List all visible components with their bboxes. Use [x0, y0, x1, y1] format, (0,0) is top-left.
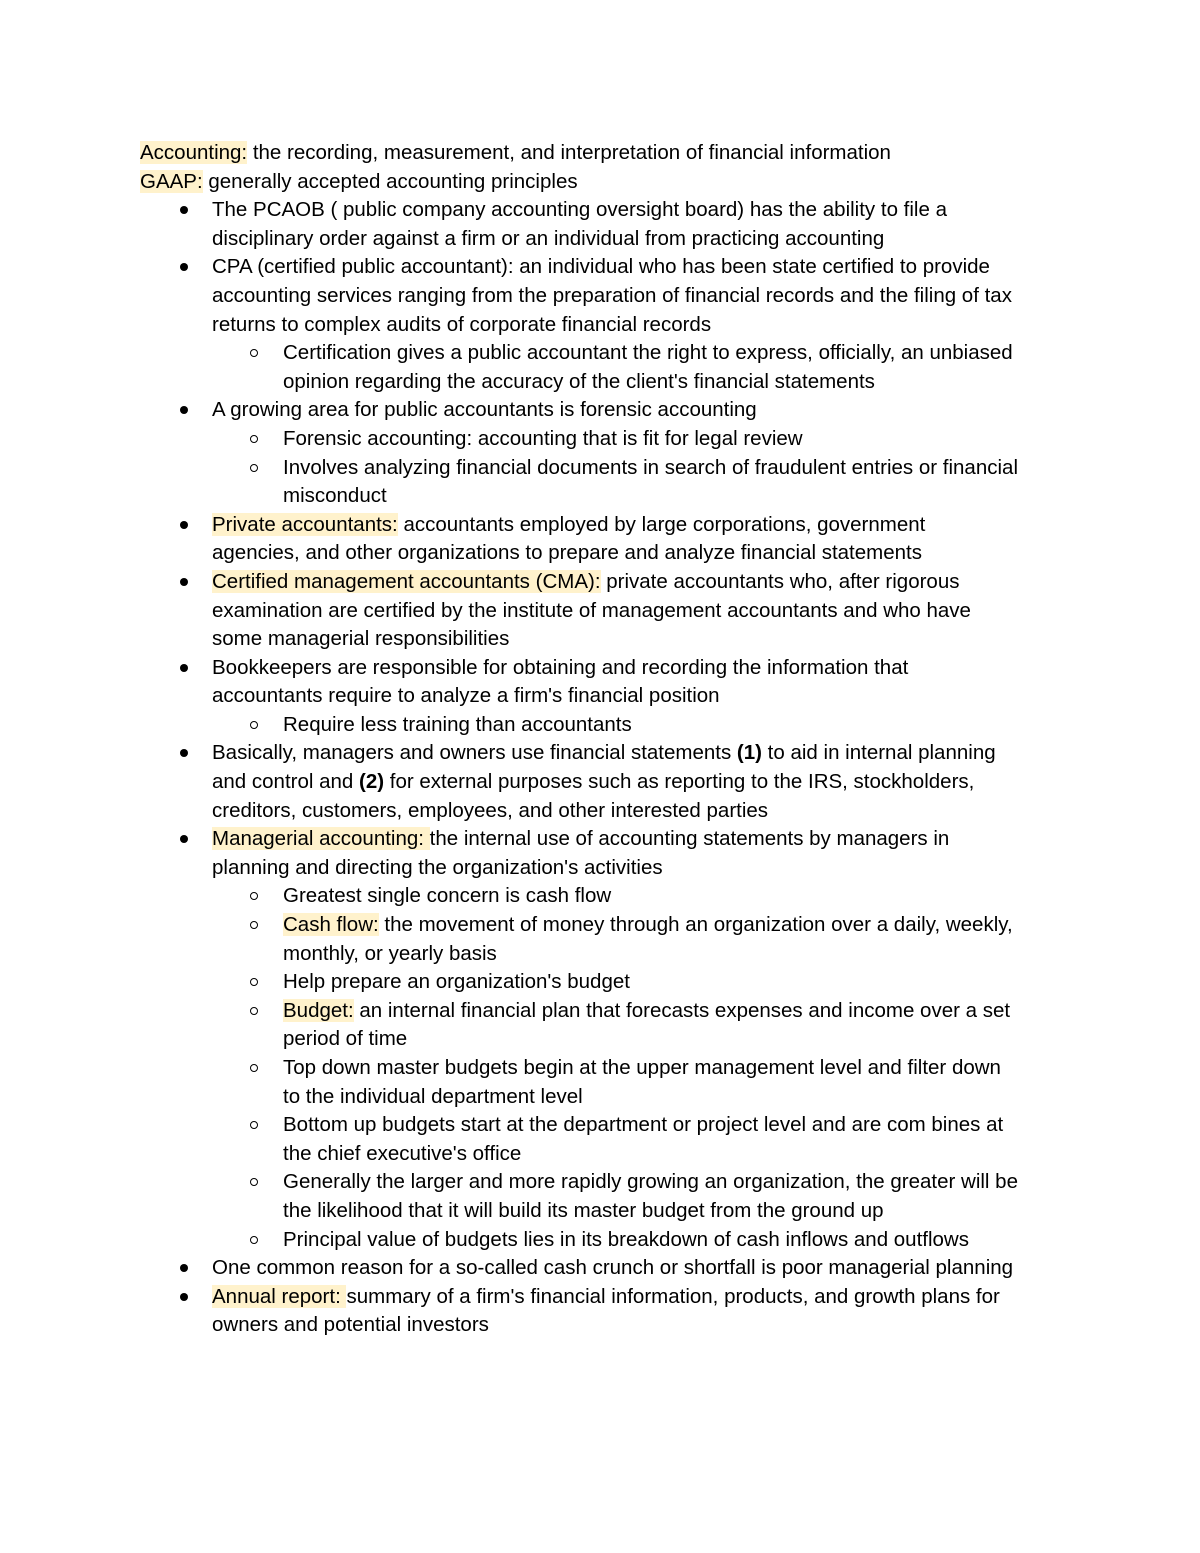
text-run: period of time [283, 1027, 408, 1051]
list-item-text [283, 997, 1070, 1054]
text-run: accountants require to analyze a firm's financial position [212, 684, 720, 708]
term-highlight: Private accountants: [212, 512, 398, 536]
circle-bullet-icon [250, 978, 258, 986]
list-item-text [212, 196, 1070, 253]
text-run: Forensic accounting: accounting that is fit for legal review [283, 426, 803, 450]
bullet-icon [180, 263, 188, 271]
text-run: monthly, or yearly basis [283, 941, 497, 965]
list-item [140, 396, 1070, 425]
circle-bullet-icon [250, 921, 258, 929]
circle-bullet-icon [250, 721, 258, 729]
sub-list-item [140, 1111, 1070, 1168]
list-item-text [212, 825, 1070, 882]
text-run: One common reason for a so-called cash crunch or shortfall is poor managerial planning [212, 1256, 1014, 1280]
text-run: CPA (certified public accountant): an individual who has been state certified to provide [212, 255, 990, 279]
text-run: The PCAOB ( public company accounting oversight board) has the ability to file a [212, 198, 947, 222]
list-item-text [212, 1254, 1070, 1283]
text-run: owners and potential investors [212, 1313, 489, 1337]
list-item-text [212, 739, 1070, 825]
list-item [140, 654, 1070, 711]
term-highlight: Managerial accounting: [212, 827, 430, 851]
sub-list-item [140, 882, 1070, 911]
definition-text: generally accepted accounting principles [202, 169, 578, 193]
text-run: disciplinary order against a firm or an individual from practicing accounting [212, 226, 885, 250]
text-run: the internal use of accounting statements by managers in [429, 827, 950, 851]
text-run: Basically, managers and owners use financial statements [212, 741, 737, 765]
text-run: the likelihood that it will build its master budget from the ground up [283, 1198, 884, 1222]
bullet-icon [180, 664, 188, 672]
circle-bullet-icon [250, 1121, 258, 1129]
circle-bullet-icon [250, 435, 258, 443]
circle-bullet-icon [250, 1236, 258, 1244]
list-item-text [283, 882, 1070, 911]
text-run: Involves analyzing financial documents in search of fraudulent entries or financial [283, 455, 1018, 479]
text-run: the chief executive's office [283, 1141, 522, 1165]
list-item-text [283, 1111, 1070, 1168]
text-run: Principal value of budgets lies in its breakdown of cash inflows and outflows [283, 1227, 969, 1251]
list-item-text [283, 454, 1070, 511]
definition-line-accounting [140, 139, 1070, 168]
text-run: accounting services ranging from the preparation of financial records and the filing of tax [212, 283, 1012, 307]
list-item-text [283, 339, 1070, 396]
text-run: Bottom up budgets start at the department or project level and are com bines at [283, 1113, 1004, 1137]
text-run: returns to complex audits of corporate financial records [212, 312, 712, 336]
list-item-text [212, 253, 1070, 339]
term-highlight: Annual report: [212, 1284, 347, 1308]
circle-bullet-icon [250, 1007, 258, 1015]
text-run: examination are certified by the institute of management accountants and who have [212, 598, 971, 622]
list-item-text [212, 568, 1070, 654]
text-run: Top down master budgets begin at the upper management level and filter down [283, 1056, 1001, 1079]
list-item-text [212, 511, 1070, 568]
text-run: Require less training than accountants [283, 712, 632, 736]
sub-list-item [140, 968, 1070, 997]
term-highlight: GAAP: [140, 169, 203, 193]
circle-bullet-icon [250, 349, 258, 357]
text-run: creditors, customers, employees, and other interested parties [212, 798, 769, 822]
list-item-text [283, 1054, 1070, 1111]
list-item [140, 196, 1070, 253]
bold-marker: (1) [736, 741, 762, 765]
list-item-text [283, 711, 1070, 740]
sub-list-item [140, 911, 1070, 968]
sub-list-item [140, 425, 1070, 454]
list-item-text [283, 425, 1070, 454]
list-item [140, 1283, 1070, 1340]
text-run: some managerial responsibilities [212, 627, 510, 651]
text-run: and control and [212, 770, 360, 794]
list-item [140, 511, 1070, 568]
notes-list [140, 196, 1070, 1340]
term-highlight: Certified management accountants (CMA): [212, 569, 601, 593]
text-run: misconduct [283, 484, 387, 508]
bullet-icon [180, 578, 188, 586]
document-page [140, 139, 1070, 1340]
list-item-text [212, 1283, 1070, 1340]
text-run: the movement of money through an organization over a daily, weekly, [378, 913, 1013, 937]
bold-marker: (2) [359, 770, 385, 794]
sub-list-item [140, 997, 1070, 1054]
bullet-icon [180, 1293, 188, 1301]
text-run: opinion regarding the accuracy of the client's financial statements [283, 369, 875, 393]
list-item-text [283, 1168, 1070, 1225]
term-highlight: Budget: [283, 998, 354, 1022]
text-run: summary of a firm's financial information, products, and growth plans for [346, 1284, 1000, 1308]
list-item [140, 1254, 1070, 1283]
text-run: Help prepare an organization's budget [283, 970, 630, 994]
list-item-text [283, 911, 1070, 968]
sub-list-item [140, 454, 1070, 511]
text-run: agencies, and other organizations to prepare and analyze financial statements [212, 541, 922, 565]
sub-list-item [140, 1054, 1070, 1111]
circle-bullet-icon [250, 1178, 258, 1186]
sub-list-item [140, 339, 1070, 396]
circle-bullet-icon [250, 892, 258, 900]
text-run: planning and directing the organization's activities [212, 855, 663, 879]
circle-bullet-icon [250, 464, 258, 472]
bullet-icon [180, 835, 188, 843]
bullet-icon [180, 1264, 188, 1272]
term-highlight: Cash flow: [283, 913, 379, 937]
text-run: A growing area for public accountants is forensic accounting [212, 398, 757, 422]
bullet-icon [180, 749, 188, 757]
list-item [140, 568, 1070, 654]
text-run: Greatest single concern is cash flow [283, 884, 612, 908]
list-item [140, 825, 1070, 882]
list-item-text [283, 968, 1070, 997]
list-item-text [283, 1226, 1070, 1255]
definition-line-gaap [140, 168, 1070, 197]
text-run: to the individual department level [283, 1084, 583, 1108]
text-run: Certification gives a public accountant the right to express, officially, an unbiased [283, 341, 1013, 365]
sub-list-item [140, 1226, 1070, 1255]
list-item-text [212, 654, 1070, 711]
text-run: to aid in internal planning [761, 741, 996, 765]
text-run: Bookkeepers are responsible for obtaining and recording the information that [212, 655, 909, 679]
bullet-icon [180, 521, 188, 529]
text-run: an internal financial plan that forecasts expenses and income over a set [353, 998, 1011, 1022]
text-run: accountants employed by large corporations, government [397, 512, 926, 536]
text-run: for external purposes such as reporting to the IRS, stockholders, [384, 770, 975, 794]
bullet-icon [180, 206, 188, 214]
definition-text: the recording, measurement, and interpretation of financial information [247, 141, 891, 164]
list-item [140, 739, 1070, 825]
circle-bullet-icon [250, 1064, 258, 1072]
text-run: Generally the larger and more rapidly growing an organization, the greater will be [283, 1170, 1018, 1194]
list-item [140, 253, 1070, 339]
term-highlight: Accounting: [140, 141, 248, 164]
sub-list-item [140, 1168, 1070, 1225]
list-item-text [212, 396, 1070, 425]
text-run: private accountants who, after rigorous [600, 569, 960, 593]
sub-list-item [140, 711, 1070, 740]
bullet-icon [180, 406, 188, 414]
